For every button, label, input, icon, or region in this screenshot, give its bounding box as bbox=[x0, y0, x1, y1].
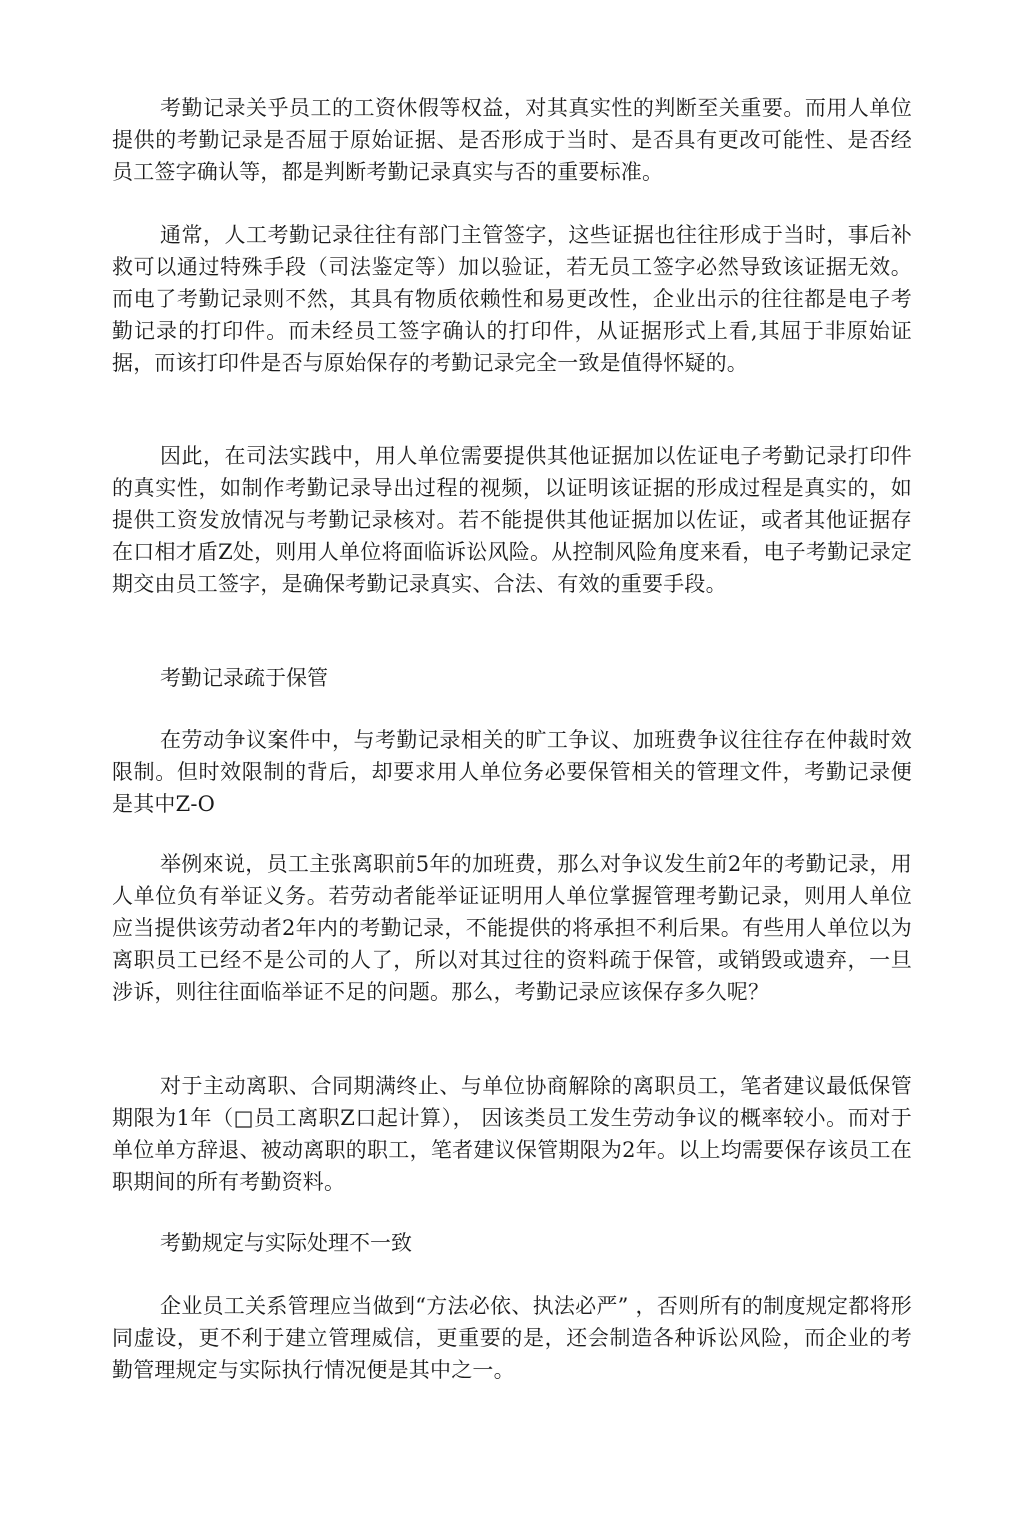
paragraph-manual-vs-electronic: 通常，人工考勤记录往往有部门主管签字，这些证据也往往形成于当时，事后补救可以通过特殊手段（司法鉴定等）加以验证，若无员工签字必然导致该证据无效。而电了考勤记录则不然，其具有物质依赖性和易更改性，企业出示的往往都是电子考勤记录的打印件。而未经员工签字确认的打印件，从证据形式上看,其屈于非原始证据，而该打印件是否与原始保存的考勤记录完全一致是值得怀疑的。 bbox=[112, 223, 912, 375]
paragraph-retention-period: 对于主动离职、合同期满终止、与单位协商解除的离职员工，笔者建议最低保管期限为1年（□员工离职Z口起计算）， 因该类员工发生劳动争议的概率较小。而对于单位单方辞退、被动离职的职工，笔者建议保管期限为2年。以上均需要保存该员工在职期间的所有考勤资料。 bbox=[112, 1074, 912, 1194]
paragraph-example-overtime: 举例來说，员工主张离职前5年的加班费，那么对争议发生前2年的考勤记录，用人单位负有举证义务。若劳动者能举证证明用人单位掌握管理考勤记录，则用人单位应当提供该劳动者2年内的考勤记录，不能提供的将承担不利后果。有些用人单位以为离职员工已经不是公司的人了，所以对其过往的资料疏于保管，或销毁或遗弃，一旦涉诉，则往往面临举证不足的问题。那么，考勤记录应该保存多久呢？ bbox=[112, 852, 912, 1004]
paragraph-arbitration-limits: 在劳动争议案件中，与考勤记录相关的旷工争议、加班费争议往往存在仲裁时效限制。但时效限制的背后，却要求用人单位务必要保管相关的管理文件，考勤记录便是其中Z-O bbox=[112, 728, 912, 816]
paragraph-judicial-practice: 因此，在司法实践中，用人单位需要提供其他证据加以佐证电子考勤记录打印件的真实性，如制作考勤记录导出过程的视频，以证明该证据的形成过程是真实的，如提供工资发放情况与考勤记录核对。若不能提供其他证据加以佐证，或者其他证据存在口相才盾Z处，则用人单位将面临诉讼风险。从控制风险角度来看，电子考勤记录定期交由员工签字，是确保考勤记录真实、合法、有效的重要手段。 bbox=[112, 444, 912, 596]
section-heading-record-keeping: 考勤记录疏于保管 bbox=[160, 666, 328, 690]
paragraph-employee-relations: 企业员工关系管理应当做到“方法必依、执法必严” ，否则所有的制度规定都将形同虚设，更不利于建立管理威信，更重要的是，还会制造各种诉讼风险，而企业的考勤管理规定与实际执行情况便是其中之一。 bbox=[112, 1294, 912, 1382]
section-heading-inconsistency: 考勤规定与实际处理不一致 bbox=[160, 1231, 412, 1255]
paragraph-attendance-importance: 考勤记录关乎员工的工资休假等权益，对其真实性的判断至关重要。而用人单位提供的考勤记录是否屈于原始证据、是否形成于当时、是否具有更改可能性、是否经员工签字确认等，都是判断考勤记录真实与否的重要标准。 bbox=[112, 96, 912, 184]
